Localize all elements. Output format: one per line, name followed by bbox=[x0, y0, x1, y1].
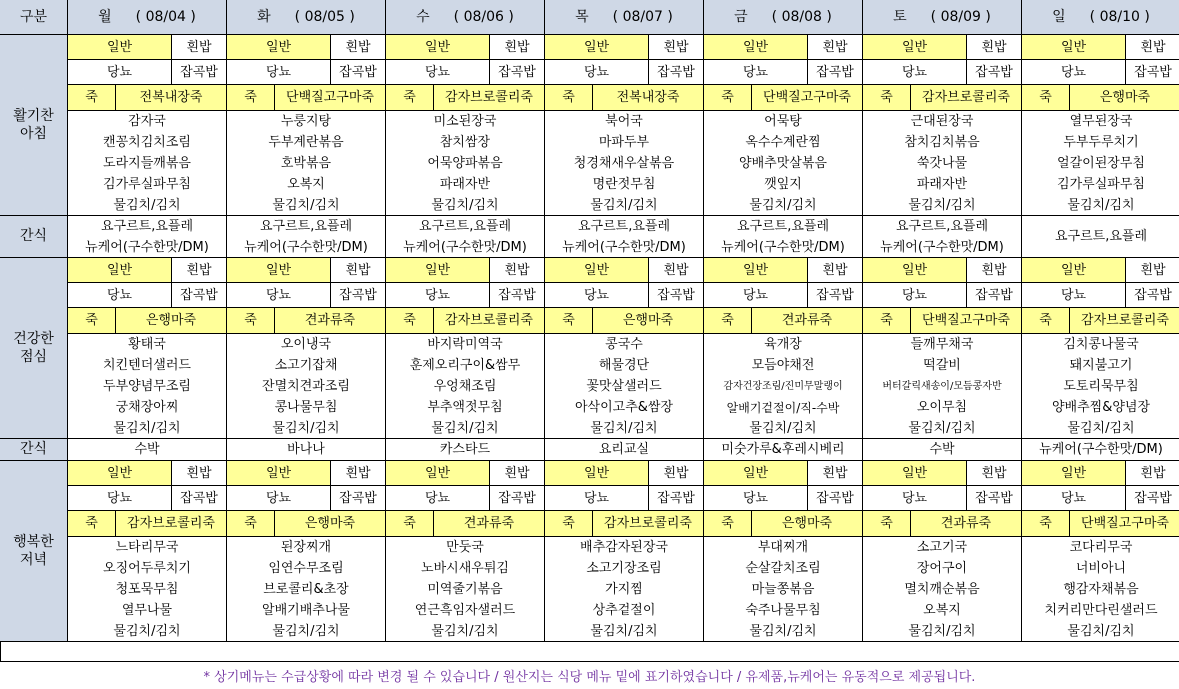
corner-label: 구분 bbox=[0, 0, 68, 35]
menu-item: 가지찜 bbox=[545, 579, 704, 600]
menu-item: 물김치/김치 bbox=[545, 418, 704, 439]
rice-white: 흰밥 bbox=[967, 35, 1022, 60]
snack-line1: 요구르트,요플레 bbox=[386, 216, 545, 237]
menu-item: 궁채장아찌 bbox=[68, 397, 227, 418]
rice-white: 흰밥 bbox=[967, 461, 1022, 486]
menu-item: 물김치/김치 bbox=[545, 195, 704, 216]
day-of-week: 토 bbox=[893, 9, 907, 25]
porridge-label: 죽 bbox=[545, 308, 593, 334]
rice-white: 흰밥 bbox=[808, 461, 863, 486]
porridge-name: 감자브로콜리죽 bbox=[1070, 308, 1179, 334]
menu-item: 만둣국 bbox=[386, 537, 545, 558]
rice-white: 흰밥 bbox=[1126, 258, 1179, 283]
menu-item: 치커리만다린샐러드 bbox=[1022, 600, 1179, 621]
menu-item: 물김치/김치 bbox=[227, 621, 386, 642]
menu-item: 마파두부 bbox=[545, 132, 704, 153]
day-date: ( 08/10 ) bbox=[1089, 9, 1150, 25]
menu-item: 감자건장조림/진미무말랭이 bbox=[704, 376, 863, 397]
porridge-name: 감자브로콜리죽 bbox=[434, 308, 545, 334]
rice-white: 흰밥 bbox=[172, 35, 227, 60]
porridge-label: 죽 bbox=[386, 85, 434, 111]
snack-line1: 요구르트,요플레 bbox=[545, 216, 704, 237]
menu-item: 북어국 bbox=[545, 111, 704, 132]
diet-diabetes: 당뇨 bbox=[545, 60, 649, 85]
menu-item: 소고기잡채 bbox=[227, 355, 386, 376]
section-breakfast: 활기찬 아침 bbox=[0, 35, 68, 216]
menu-item: 김치콩나물국 bbox=[1022, 334, 1179, 355]
diet-diabetes: 당뇨 bbox=[227, 486, 331, 511]
menu-item: 호박볶음 bbox=[227, 153, 386, 174]
menu-item: 물김치/김치 bbox=[863, 418, 1022, 439]
porridge-name: 은행마죽 bbox=[1070, 85, 1179, 111]
rice-multigrain: 잡곡밥 bbox=[967, 60, 1022, 85]
rice-multigrain: 잡곡밥 bbox=[808, 283, 863, 308]
porridge-name: 은행마죽 bbox=[752, 511, 863, 537]
day-date: ( 08/08 ) bbox=[771, 9, 832, 25]
rice-multigrain: 잡곡밥 bbox=[172, 283, 227, 308]
menu-item: 물김치/김치 bbox=[1022, 418, 1179, 439]
diet-diabetes: 당뇨 bbox=[386, 486, 490, 511]
day-date: ( 08/05 ) bbox=[294, 9, 355, 25]
porridge-label: 죽 bbox=[1022, 85, 1070, 111]
rice-general: 일반 bbox=[1022, 35, 1126, 60]
rice-multigrain: 잡곡밥 bbox=[1126, 60, 1179, 85]
snack-pm-item: 수박 bbox=[68, 439, 227, 461]
menu-item: 오복지 bbox=[863, 600, 1022, 621]
menu-item: 물김치/김치 bbox=[863, 195, 1022, 216]
menu-item: 잔멸치견과조림 bbox=[227, 376, 386, 397]
porridge-label: 죽 bbox=[545, 85, 593, 111]
menu-item: 코다리무국 bbox=[1022, 537, 1179, 558]
menu-item: 치킨텐더샐러드 bbox=[68, 355, 227, 376]
menu-item: 알배기겉절이/직-수박 bbox=[704, 397, 863, 418]
porridge-name: 은행마죽 bbox=[593, 308, 704, 334]
rice-general: 일반 bbox=[704, 258, 808, 283]
rice-general: 일반 bbox=[1022, 258, 1126, 283]
rice-multigrain: 잡곡밥 bbox=[490, 486, 545, 511]
rice-multigrain: 잡곡밥 bbox=[808, 486, 863, 511]
rice-multigrain: 잡곡밥 bbox=[808, 60, 863, 85]
diet-diabetes: 당뇨 bbox=[863, 60, 967, 85]
snack-pm-item: 뉴케어(구수한맛/DM) bbox=[1022, 439, 1179, 461]
menu-item: 브로콜리&초장 bbox=[227, 579, 386, 600]
menu-item: 물김치/김치 bbox=[68, 418, 227, 439]
menu-item: 알배기배추나물 bbox=[227, 600, 386, 621]
menu-item: 김가루실파무침 bbox=[1022, 174, 1179, 195]
menu-item: 물김치/김치 bbox=[68, 621, 227, 642]
day-date: ( 08/09 ) bbox=[930, 9, 991, 25]
menu-item: 파래자반 bbox=[386, 174, 545, 195]
day-of-week: 목 bbox=[575, 9, 589, 25]
rice-general: 일반 bbox=[68, 461, 172, 486]
menu-item: 물김치/김치 bbox=[704, 418, 863, 439]
rice-white: 흰밥 bbox=[490, 258, 545, 283]
diet-diabetes: 당뇨 bbox=[68, 60, 172, 85]
snack-line2: 뉴케어(구수한맛/DM) bbox=[863, 237, 1022, 258]
snack-line1: 요구르트,요플레 bbox=[704, 216, 863, 237]
snack-line1: 요구르트,요플레 bbox=[68, 216, 227, 237]
rice-multigrain: 잡곡밥 bbox=[331, 283, 386, 308]
menu-item: 너비아니 bbox=[1022, 558, 1179, 579]
menu-item: 상추겉절이 bbox=[545, 600, 704, 621]
menu-item: 행감자채볶음 bbox=[1022, 579, 1179, 600]
snack-pm-item: 미숫가루&후레시베리 bbox=[704, 439, 863, 461]
rice-multigrain: 잡곡밥 bbox=[490, 283, 545, 308]
menu-item: 들깨무채국 bbox=[863, 334, 1022, 355]
menu-item: 청경채새우살볶음 bbox=[545, 153, 704, 174]
rice-multigrain: 잡곡밥 bbox=[331, 486, 386, 511]
menu-item: 배추감자된장국 bbox=[545, 537, 704, 558]
rice-multigrain: 잡곡밥 bbox=[1126, 486, 1179, 511]
menu-item: 오징어두루치기 bbox=[68, 558, 227, 579]
day-date: ( 08/06 ) bbox=[453, 9, 514, 25]
diet-diabetes: 당뇨 bbox=[863, 486, 967, 511]
porridge-name: 견과류죽 bbox=[434, 511, 545, 537]
diet-diabetes: 당뇨 bbox=[386, 60, 490, 85]
rice-white: 흰밥 bbox=[808, 35, 863, 60]
snack-line1: 요구르트,요플레 bbox=[227, 216, 386, 237]
diet-diabetes: 당뇨 bbox=[704, 60, 808, 85]
menu-item: 돼지불고기 bbox=[1022, 355, 1179, 376]
day-of-week: 월 bbox=[98, 9, 112, 25]
diet-diabetes: 당뇨 bbox=[545, 283, 649, 308]
rice-general: 일반 bbox=[386, 35, 490, 60]
diet-diabetes: 당뇨 bbox=[227, 60, 331, 85]
rice-general: 일반 bbox=[545, 258, 649, 283]
porridge-name: 전복내장죽 bbox=[593, 85, 704, 111]
rice-white: 흰밥 bbox=[331, 35, 386, 60]
menu-item: 얼갈이된장무침 bbox=[1022, 153, 1179, 174]
rice-general: 일반 bbox=[227, 258, 331, 283]
porridge-name: 감자브로콜리죽 bbox=[911, 85, 1022, 111]
porridge-name: 견과류죽 bbox=[275, 308, 386, 334]
menu-item: 참치김치볶음 bbox=[863, 132, 1022, 153]
menu-item: 멸치깨순볶음 bbox=[863, 579, 1022, 600]
diet-diabetes: 당뇨 bbox=[1022, 283, 1126, 308]
porridge-label: 죽 bbox=[863, 511, 911, 537]
menu-item: 김가루실파무침 bbox=[68, 174, 227, 195]
snack-line1: 요구르트,요플레 bbox=[863, 216, 1022, 237]
diet-diabetes: 당뇨 bbox=[68, 283, 172, 308]
porridge-label: 죽 bbox=[704, 308, 752, 334]
rice-white: 흰밥 bbox=[1126, 461, 1179, 486]
snack-sunday: 요구르트,요플레 bbox=[1022, 216, 1179, 258]
rice-general: 일반 bbox=[545, 35, 649, 60]
snack-line2: 뉴케어(구수한맛/DM) bbox=[68, 237, 227, 258]
menu-item: 물김치/김치 bbox=[545, 621, 704, 642]
menu-item: 물김치/김치 bbox=[386, 418, 545, 439]
menu-item: 모듬야채전 bbox=[704, 355, 863, 376]
day-date: ( 08/07 ) bbox=[612, 9, 673, 25]
menu-item: 아삭이고추&쌈장 bbox=[545, 397, 704, 418]
menu-item: 마늘쫑볶음 bbox=[704, 579, 863, 600]
rice-white: 흰밥 bbox=[808, 258, 863, 283]
porridge-name: 전복내장죽 bbox=[116, 85, 227, 111]
diet-diabetes: 당뇨 bbox=[704, 486, 808, 511]
menu-item: 오이냉국 bbox=[227, 334, 386, 355]
rice-general: 일반 bbox=[227, 35, 331, 60]
rice-white: 흰밥 bbox=[172, 258, 227, 283]
menu-item: 물김치/김치 bbox=[68, 195, 227, 216]
menu-item: 쑥갓나물 bbox=[863, 153, 1022, 174]
rice-general: 일반 bbox=[1022, 461, 1126, 486]
menu-item: 콩국수 bbox=[545, 334, 704, 355]
porridge-name: 은행마죽 bbox=[116, 308, 227, 334]
rice-white: 흰밥 bbox=[172, 461, 227, 486]
day-of-week: 화 bbox=[257, 9, 271, 25]
rice-general: 일반 bbox=[545, 461, 649, 486]
menu-item: 양배추맛살볶음 bbox=[704, 153, 863, 174]
menu-item: 도토리묵무침 bbox=[1022, 376, 1179, 397]
snack-line2: 뉴케어(구수한맛/DM) bbox=[545, 237, 704, 258]
menu-item: 물김치/김치 bbox=[1022, 621, 1179, 642]
porridge-label: 죽 bbox=[863, 308, 911, 334]
snack-pm-item: 카스타드 bbox=[386, 439, 545, 461]
menu-item: 물김치/김치 bbox=[1022, 195, 1179, 216]
menu-item: 물김치/김치 bbox=[863, 621, 1022, 642]
menu-item: 물김치/김치 bbox=[704, 195, 863, 216]
menu-item: 해물경단 bbox=[545, 355, 704, 376]
menu-item: 꽃맛살샐러드 bbox=[545, 376, 704, 397]
day-date: ( 08/04 ) bbox=[135, 9, 196, 25]
menu-item: 떡갈비 bbox=[863, 355, 1022, 376]
day-header bbox=[227, 0, 386, 35]
porridge-label: 죽 bbox=[68, 308, 116, 334]
porridge-label: 죽 bbox=[704, 85, 752, 111]
menu-item: 연근흑임자샐러드 bbox=[386, 600, 545, 621]
diet-diabetes: 당뇨 bbox=[545, 486, 649, 511]
rice-multigrain: 잡곡밥 bbox=[490, 60, 545, 85]
porridge-name: 단백질고구마죽 bbox=[752, 85, 863, 111]
rice-multigrain: 잡곡밥 bbox=[649, 486, 704, 511]
menu-item: 숙주나물무침 bbox=[704, 600, 863, 621]
snack-pm-item: 요리교실 bbox=[545, 439, 704, 461]
menu-item: 오복지 bbox=[227, 174, 386, 195]
rice-general: 일반 bbox=[863, 35, 967, 60]
menu-item: 물김치/김치 bbox=[386, 195, 545, 216]
menu-item: 근대된장국 bbox=[863, 111, 1022, 132]
rice-general: 일반 bbox=[863, 461, 967, 486]
rice-multigrain: 잡곡밥 bbox=[1126, 283, 1179, 308]
menu-item: 소고기장조림 bbox=[545, 558, 704, 579]
porridge-label: 죽 bbox=[227, 511, 275, 537]
snack-line2: 뉴케어(구수한맛/DM) bbox=[227, 237, 386, 258]
menu-item: 순살갈치조림 bbox=[704, 558, 863, 579]
rice-white: 흰밥 bbox=[490, 35, 545, 60]
rice-general: 일반 bbox=[704, 35, 808, 60]
diet-diabetes: 당뇨 bbox=[68, 486, 172, 511]
menu-item: 열무된장국 bbox=[1022, 111, 1179, 132]
menu-item: 두부계란볶음 bbox=[227, 132, 386, 153]
menu-item: 두부양념무조림 bbox=[68, 376, 227, 397]
day-header bbox=[704, 0, 863, 35]
porridge-name: 단백질고구마죽 bbox=[911, 308, 1022, 334]
menu-item: 어묵양파볶음 bbox=[386, 153, 545, 174]
diet-diabetes: 당뇨 bbox=[1022, 486, 1126, 511]
menu-item: 옥수수계란찜 bbox=[704, 132, 863, 153]
menu-item: 느타리무국 bbox=[68, 537, 227, 558]
menu-item: 된장찌개 bbox=[227, 537, 386, 558]
rice-white: 흰밥 bbox=[331, 258, 386, 283]
rice-white: 흰밥 bbox=[967, 258, 1022, 283]
snack-pm-item: 바나나 bbox=[227, 439, 386, 461]
rice-white: 흰밥 bbox=[649, 35, 704, 60]
menu-item: 어묵탕 bbox=[704, 111, 863, 132]
section-dinner: 행복한 저녁 bbox=[0, 461, 68, 642]
rice-general: 일반 bbox=[704, 461, 808, 486]
rice-multigrain: 잡곡밥 bbox=[967, 486, 1022, 511]
snack-pm-item: 수박 bbox=[863, 439, 1022, 461]
diet-diabetes: 당뇨 bbox=[386, 283, 490, 308]
rice-general: 일반 bbox=[68, 258, 172, 283]
porridge-name: 견과류죽 bbox=[911, 511, 1022, 537]
porridge-name: 감자브로콜리죽 bbox=[116, 511, 227, 537]
day-header bbox=[386, 0, 545, 35]
porridge-label: 죽 bbox=[1022, 308, 1070, 334]
menu-item: 열무나물 bbox=[68, 600, 227, 621]
diet-diabetes: 당뇨 bbox=[1022, 60, 1126, 85]
day-header bbox=[1022, 0, 1179, 35]
rice-general: 일반 bbox=[386, 461, 490, 486]
rice-white: 흰밥 bbox=[331, 461, 386, 486]
menu-item: 소고기국 bbox=[863, 537, 1022, 558]
diet-diabetes: 당뇨 bbox=[704, 283, 808, 308]
menu-item: 임연수무조림 bbox=[227, 558, 386, 579]
menu-item: 물김치/김치 bbox=[704, 621, 863, 642]
menu-item: 참치쌈장 bbox=[386, 132, 545, 153]
menu-item: 훈제오리구이&쌈무 bbox=[386, 355, 545, 376]
porridge-name: 감자브로콜리죽 bbox=[434, 85, 545, 111]
rice-general: 일반 bbox=[386, 258, 490, 283]
menu-item: 장어구이 bbox=[863, 558, 1022, 579]
menu-item: 명란젓무침 bbox=[545, 174, 704, 195]
day-header bbox=[68, 0, 227, 35]
menu-item: 미역줄기볶음 bbox=[386, 579, 545, 600]
menu-item: 양배추찜&양념장 bbox=[1022, 397, 1179, 418]
rice-white: 흰밥 bbox=[1126, 35, 1179, 60]
rice-multigrain: 잡곡밥 bbox=[331, 60, 386, 85]
porridge-label: 죽 bbox=[545, 511, 593, 537]
porridge-name: 단백질고구마죽 bbox=[275, 85, 386, 111]
porridge-name: 은행마죽 bbox=[275, 511, 386, 537]
porridge-name: 감자브로콜리죽 bbox=[593, 511, 704, 537]
porridge-label: 죽 bbox=[227, 85, 275, 111]
diet-diabetes: 당뇨 bbox=[227, 283, 331, 308]
menu-item: 청포묵무침 bbox=[68, 579, 227, 600]
menu-item: 도라지들깨볶음 bbox=[68, 153, 227, 174]
menu-item: 우엉채조림 bbox=[386, 376, 545, 397]
snack-line2: 뉴케어(구수한맛/DM) bbox=[386, 237, 545, 258]
menu-item: 황태국 bbox=[68, 334, 227, 355]
rice-multigrain: 잡곡밥 bbox=[172, 486, 227, 511]
rice-general: 일반 bbox=[227, 461, 331, 486]
menu-item: 파래자반 bbox=[863, 174, 1022, 195]
menu-item: 감자국 bbox=[68, 111, 227, 132]
menu-item: 깻잎지 bbox=[704, 174, 863, 195]
menu-item: 오이무침 bbox=[863, 397, 1022, 418]
porridge-label: 죽 bbox=[227, 308, 275, 334]
rice-white: 흰밥 bbox=[649, 461, 704, 486]
day-header bbox=[863, 0, 1022, 35]
porridge-label: 죽 bbox=[386, 511, 434, 537]
rice-white: 흰밥 bbox=[649, 258, 704, 283]
porridge-name: 견과류죽 bbox=[752, 308, 863, 334]
day-of-week: 금 bbox=[734, 9, 748, 25]
rice-multigrain: 잡곡밥 bbox=[649, 283, 704, 308]
menu-item: 미소된장국 bbox=[386, 111, 545, 132]
section-lunch: 건강한 점심 bbox=[0, 258, 68, 439]
menu-item: 콩나물무침 bbox=[227, 397, 386, 418]
section-snack-am: 간식 bbox=[0, 216, 68, 258]
rice-general: 일반 bbox=[68, 35, 172, 60]
footer-note: * 상기메뉴는 수급상황에 따라 변경 될 수 있습니다 / 원산지는 식당 메뉴 밑에 표기하였습니다 / 유제품,뉴케어는 유동적으로 제공됩니다. bbox=[0, 661, 1179, 689]
porridge-label: 죽 bbox=[386, 308, 434, 334]
menu-item: 물김치/김치 bbox=[386, 621, 545, 642]
porridge-label: 죽 bbox=[863, 85, 911, 111]
menu-item: 두부두루치기 bbox=[1022, 132, 1179, 153]
rice-multigrain: 잡곡밥 bbox=[172, 60, 227, 85]
menu-item: 바지락미역국 bbox=[386, 334, 545, 355]
day-of-week: 일 bbox=[1052, 9, 1066, 25]
menu-item: 육개장 bbox=[704, 334, 863, 355]
menu-item: 누룽지탕 bbox=[227, 111, 386, 132]
section-snack-pm: 간식 bbox=[0, 439, 68, 461]
porridge-name: 단백질고구마죽 bbox=[1070, 511, 1179, 537]
day-of-week: 수 bbox=[416, 9, 430, 25]
menu-item: 버터갈릭새송이/모듬콩자반 bbox=[863, 376, 1022, 397]
rice-multigrain: 잡곡밥 bbox=[649, 60, 704, 85]
rice-general: 일반 bbox=[863, 258, 967, 283]
porridge-label: 죽 bbox=[1022, 511, 1070, 537]
menu-item: 물김치/김치 bbox=[227, 418, 386, 439]
menu-item: 물김치/김치 bbox=[227, 195, 386, 216]
menu-item: 부대찌개 bbox=[704, 537, 863, 558]
menu-item: 캔꽁치김치조림 bbox=[68, 132, 227, 153]
porridge-label: 죽 bbox=[68, 511, 116, 537]
porridge-label: 죽 bbox=[68, 85, 116, 111]
menu-item: 부추액젓무침 bbox=[386, 397, 545, 418]
rice-multigrain: 잡곡밥 bbox=[967, 283, 1022, 308]
diet-diabetes: 당뇨 bbox=[863, 283, 967, 308]
porridge-label: 죽 bbox=[704, 511, 752, 537]
day-header bbox=[545, 0, 704, 35]
rice-white: 흰밥 bbox=[490, 461, 545, 486]
snack-line2: 뉴케어(구수한맛/DM) bbox=[704, 237, 863, 258]
menu-item: 노바시새우튀김 bbox=[386, 558, 545, 579]
